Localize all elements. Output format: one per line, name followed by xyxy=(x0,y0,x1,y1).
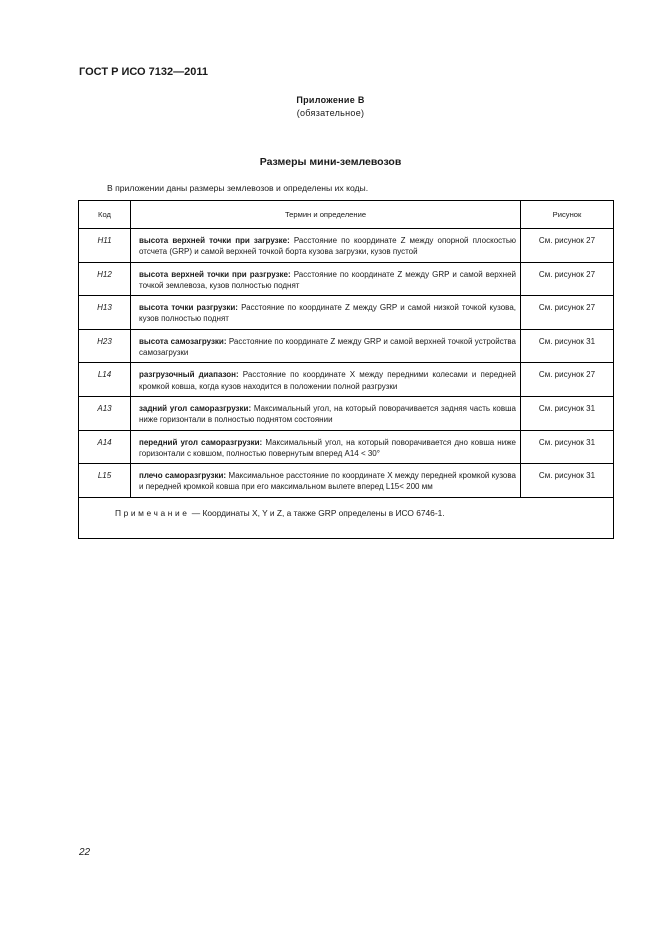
table-row xyxy=(79,430,614,464)
row-figure-ref: См. рисунок 31 xyxy=(521,396,614,430)
header-code: Код xyxy=(79,201,131,229)
appendix-status: (обязательное) xyxy=(296,108,365,118)
row-figure-ref: См. рисунок 27 xyxy=(521,229,614,263)
row-code: A13 xyxy=(79,396,131,430)
term-definition: Расстояние по координате Z между GRP и самой низкой точкой кузова, кузов полностью поднят xyxy=(139,303,516,324)
row-figure-ref: См. рисунок 31 xyxy=(521,464,614,498)
row-figure-ref: См. рисунок 31 xyxy=(521,329,614,363)
term-definition: Расстояние по координате Z между GRP и самой верхней точкой устройства самозагрузки xyxy=(139,336,516,358)
row-figure-ref: См. рисунок 27 xyxy=(521,296,614,330)
page-number: 22 xyxy=(79,847,91,858)
table-row xyxy=(79,229,614,263)
row-code: H13 xyxy=(79,296,131,330)
row-definition-cell xyxy=(131,296,521,330)
term-name: высота самозагрузки: xyxy=(139,336,227,346)
note-label: Примечание xyxy=(115,507,190,518)
intro-text: В приложении даны размеры землевозов и определены их коды. xyxy=(107,183,369,193)
term-name: высота верхней точки при разгрузке: xyxy=(139,269,291,279)
term-name: разгрузочный диапазон: xyxy=(139,370,239,380)
term-name: передний угол саморазгрузки: xyxy=(139,437,263,447)
row-definition-cell xyxy=(131,363,521,397)
row-definition-cell xyxy=(131,464,521,498)
row-code: A14 xyxy=(79,430,131,464)
table-row xyxy=(79,464,614,498)
term-name: задний угол саморазгрузки: xyxy=(139,403,252,413)
table-note xyxy=(79,497,614,538)
row-definition-cell xyxy=(131,329,521,363)
term-name: высота точки разгрузки: xyxy=(139,303,238,313)
table-row xyxy=(79,363,614,397)
table-row xyxy=(79,396,614,430)
section-title: Размеры мини-землевозов xyxy=(259,156,402,168)
header-term: Термин и определение xyxy=(131,201,521,229)
dimensions-table xyxy=(78,200,614,539)
note-text: — Координаты X, Y и Z, а также GRP определены в ИСО 6746-1. xyxy=(189,507,445,518)
row-figure-ref: См. рисунок 27 xyxy=(521,262,614,296)
row-definition-cell xyxy=(131,396,521,430)
term-name: высота верхней точки при загрузке: xyxy=(139,236,290,245)
row-code: H12 xyxy=(79,262,131,296)
row-figure-ref: См. рисунок 31 xyxy=(521,430,614,464)
row-definition-cell xyxy=(131,430,521,464)
term-definition: Расстояние по координате Z между опорной плоскостью отсчета (GRP) и самой верхней точкой борта кузова загрузки, кузов пустой xyxy=(139,236,516,257)
appendix-title: Приложение В xyxy=(296,95,365,105)
row-definition-cell xyxy=(131,229,521,263)
table-header-row xyxy=(79,201,614,229)
note-row xyxy=(79,497,614,538)
term-definition: Расстояние по координате X между передними колесами и передней кромкой ковша, когда кузов находится в положении полной разгрузки xyxy=(139,370,516,391)
row-figure-ref: См. рисунок 27 xyxy=(521,363,614,397)
row-definition-cell xyxy=(131,262,521,296)
row-code: H23 xyxy=(79,329,131,363)
row-code: L15 xyxy=(79,464,131,498)
table-row xyxy=(79,296,614,330)
table-row xyxy=(79,329,614,363)
table-row xyxy=(79,262,614,296)
document-header: ГОСТ Р ИСО 7132—2011 xyxy=(79,66,209,78)
term-definition: Максимальный угол, на который поворачивается задняя часть ковша ниже горизонтали в полностью поднятом состоянии xyxy=(139,403,516,425)
term-definition: Максимальное расстояние по координате X между передней кромкой кузова и передней кромкой ковша при его максимальном вылете вперед L15< 200 мм xyxy=(139,471,516,492)
term-definition: Максимальный угол, на который поворачивается дно ковша ниже горизонтали с ковшом, полностью повернутым вперед A14 < 30° xyxy=(139,437,516,458)
term-definition: Расстояние по координате Z между GRP и самой верхней точкой землевоза, кузов полностью поднят xyxy=(139,269,516,290)
term-name: плечо саморазгрузки: xyxy=(139,471,227,481)
header-figure: Рисунок xyxy=(521,201,614,229)
row-code: L14 xyxy=(79,363,131,397)
row-code: H11 xyxy=(79,229,131,263)
